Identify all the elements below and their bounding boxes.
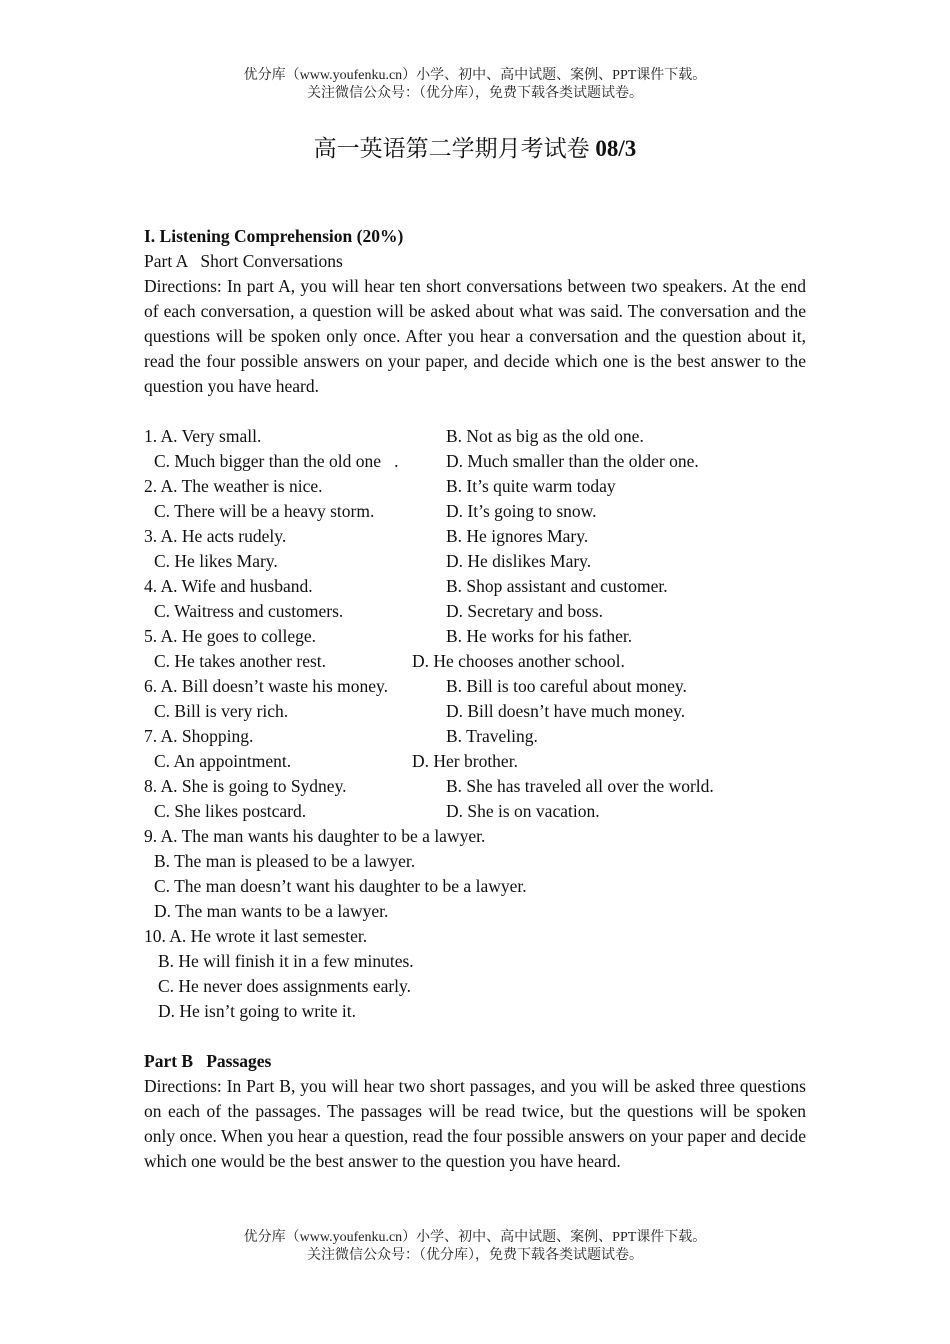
option-b: B. It’s quite warm today <box>446 476 616 496</box>
option-d: D. He dislikes Mary. <box>446 551 592 571</box>
page-title <box>0 133 950 165</box>
option-d: D. It’s going to snow. <box>446 501 597 521</box>
page-header <box>0 67 950 103</box>
header-line-1: 优分库（www.youfenku.cn）小学、初中、高中试题、案例、PPT课件下载。 <box>243 68 707 83</box>
option-a: 1. A. Very small. <box>144 426 262 446</box>
question-row <box>144 499 806 524</box>
question-10-option-d: D. He isn’t going to write it. <box>158 1001 356 1021</box>
option-c: C. He likes Mary. <box>154 551 278 571</box>
part-a-directions: Directions: In part A, you will hear ten short conversations between two speakers. At the end of each conversation, a question will be asked about what was said. The conversation and the questions will be spoken only once. After you hear a conversation and the question about it, read the four possible answers on your paper, and decide which one is the best answer to the question you have heard. <box>144 276 806 396</box>
option-d: D. Much smaller than the older one. <box>446 451 699 471</box>
option-d: D. He chooses another school. <box>412 651 625 671</box>
footer-line-1: 优分库（www.youfenku.cn）小学、初中、高中试题、案例、PPT课件下载。 <box>243 1230 707 1245</box>
option-b: B. Shop assistant and customer. <box>446 576 668 596</box>
question-9-option-a: 9. A. The man wants his daughter to be a lawyer. <box>144 826 486 846</box>
question-row <box>144 574 806 599</box>
question-row <box>144 624 806 649</box>
question-row <box>144 799 806 824</box>
title-code: 08/3 <box>595 136 637 161</box>
option-c: C. Much bigger than the old one . <box>154 451 399 471</box>
question-row <box>144 474 806 499</box>
question-row <box>144 724 806 749</box>
question-10-option-a: 10. A. He wrote it last semester. <box>144 926 368 946</box>
option-c: C. There will be a heavy storm. <box>154 501 375 521</box>
option-c: C. Bill is very rich. <box>154 701 289 721</box>
option-d: D. Secretary and boss. <box>446 601 603 621</box>
option-a: 2. A. The weather is nice. <box>144 476 323 496</box>
option-b: B. Traveling. <box>446 726 538 746</box>
question-row <box>144 649 806 674</box>
option-c: C. Waitress and customers. <box>154 601 344 621</box>
option-a: 3. A. He acts rudely. <box>144 526 287 546</box>
option-b: B. He works for his father. <box>446 626 633 646</box>
option-c: C. He takes another rest. <box>154 651 327 671</box>
option-b: B. Not as big as the old one. <box>446 426 644 446</box>
header-line-2: 关注微信公众号：（优分库），免费下载各类试题试卷。 <box>307 86 643 101</box>
option-c: C. An appointment. <box>154 751 292 771</box>
question-9-option-b: B. The man is pleased to be a lawyer. <box>154 851 416 871</box>
exam-content <box>144 224 806 1174</box>
option-d: D. She is on vacation. <box>446 801 600 821</box>
question-10-option-b: B. He will finish it in a few minutes. <box>158 951 414 971</box>
question-9-option-d: D. The man wants to be a lawyer. <box>154 901 389 921</box>
question-row <box>144 549 806 574</box>
question-9-option-c: C. The man doesn’t want his daughter to be a lawyer. <box>154 876 527 896</box>
question-row <box>144 674 806 699</box>
title-chinese: 高一英语第二学期月考试卷 <box>313 136 596 161</box>
question-row <box>144 749 806 774</box>
option-b: B. Bill is too careful about money. <box>446 676 687 696</box>
option-c: C. She likes postcard. <box>154 801 307 821</box>
part-b-directions: Directions: In Part B, you will hear two short passages, and you will be asked three questions on each of the passages. The passages will be read twice, but the questions will be spoken only once. When you hear a question, read the four possible answers on your paper and decide which one would be the best answer to the question you have heard. <box>144 1076 806 1171</box>
question-10-option-c: C. He never does assignments early. <box>158 976 412 996</box>
footer-line-2: 关注微信公众号：（优分库），免费下载各类试题试卷。 <box>307 1248 643 1263</box>
question-row <box>144 599 806 624</box>
page-footer <box>0 1229 950 1265</box>
question-row <box>144 449 806 474</box>
option-b: B. He ignores Mary. <box>446 526 589 546</box>
option-a: 4. A. Wife and husband. <box>144 576 313 596</box>
question-row <box>144 699 806 724</box>
option-b: B. She has traveled all over the world. <box>446 776 714 796</box>
option-d: D. Bill doesn’t have much money. <box>446 701 686 721</box>
option-a: 7. A. Shopping. <box>144 726 254 746</box>
option-a: 5. A. He goes to college. <box>144 626 317 646</box>
part-a-label: Part A Short Conversations <box>144 251 343 271</box>
part-b-label: Part B Passages <box>144 1051 272 1071</box>
question-row <box>144 524 806 549</box>
question-row <box>144 774 806 799</box>
section-heading: I. Listening Comprehension (20%) <box>144 226 404 246</box>
question-row <box>144 424 806 449</box>
option-d: D. Her brother. <box>412 751 518 771</box>
option-a: 6. A. Bill doesn’t waste his money. <box>144 676 389 696</box>
option-a: 8. A. She is going to Sydney. <box>144 776 347 796</box>
